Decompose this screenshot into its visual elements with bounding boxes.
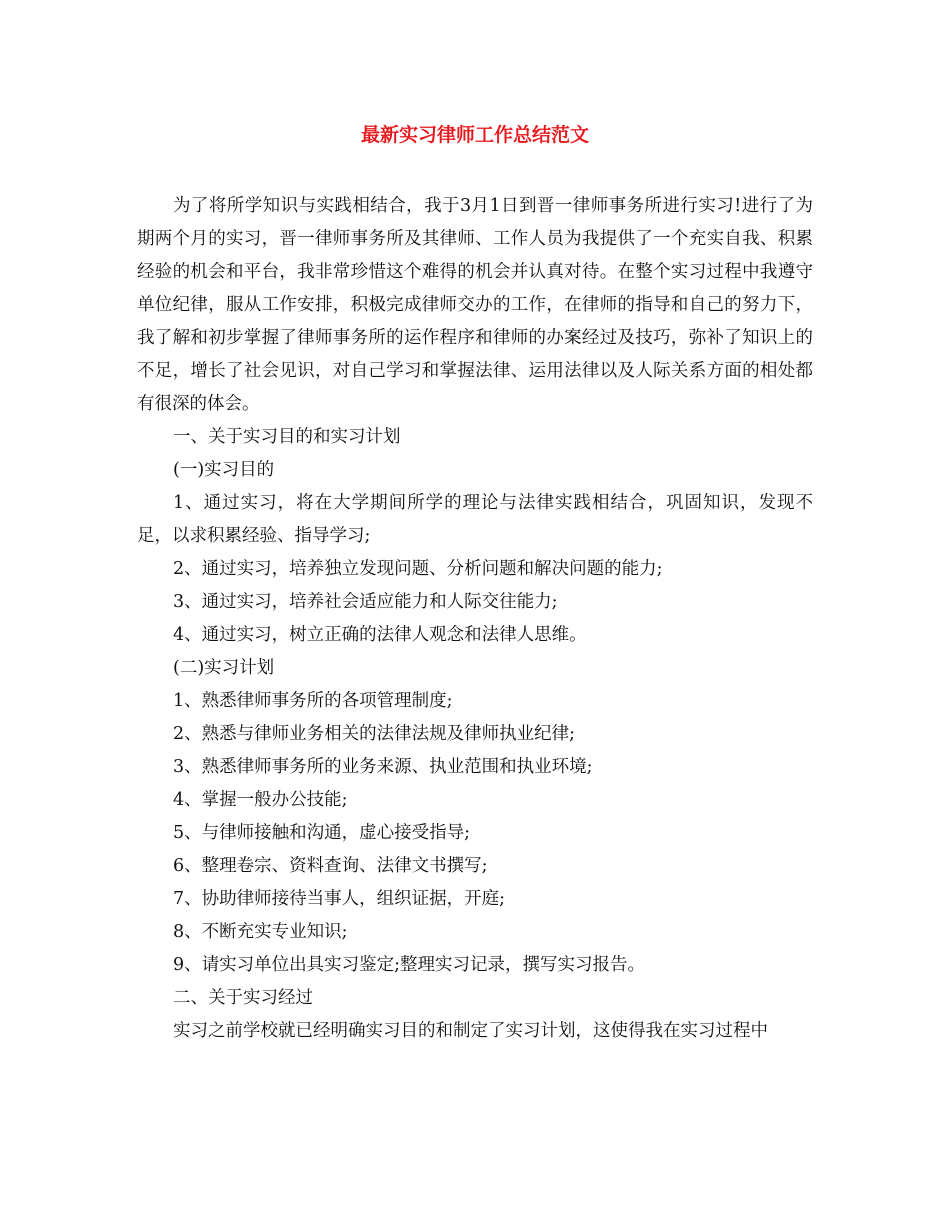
- list-item: 1、熟悉律师事务所的各项管理制度;: [173, 691, 453, 711]
- list-item: 7、协助律师接待当事人，组织证据，开庭;: [173, 889, 506, 909]
- list-item: 5、与律师接触和沟通，虚心接受指导;: [173, 823, 471, 843]
- paragraph-process: 实习之前学校就已经明确实习目的和制定了实习计划，这使得我在实习过程中: [173, 1021, 768, 1041]
- subsection-heading-plan: (二)实习计划: [173, 658, 275, 678]
- list-item: 9、请实习单位出具实习鉴定;整理实习记录，撰写实习报告。: [173, 955, 646, 975]
- list-item: 1、通过实习，将在大学期间所学的理论与法律实践相结合，巩固知识，发现不足，以求积累经验、指导学习;: [137, 493, 813, 546]
- document-body: [137, 190, 813, 1048]
- list-item: 2、熟悉与律师业务相关的法律法规及律师执业纪律;: [173, 724, 576, 744]
- list-item: 4、通过实习，树立正确的法律人观念和法律人思维。: [173, 625, 587, 645]
- paragraph-intro: 为了将所学知识与实践相结合，我于3月1日到晋一律师事务所进行实习!进行了为期两个月的实习，晋一律师事务所及其律师、工作人员为我提供了一个充实自我、积累经验的机会和平台，我非常珍惜这个难得的机会并认真对待。在整个实习过程中我遵守单位纪律，服从工作安排，积极完成律师交办的工作，在律师的指导和自己的努力下，我了解和初步掌握了律师事务所的运作程序和律师的办案经过及技巧，弥补了知识上的不足，增长了社会见识，对自己学习和掌握法律、运用法律以及人际关系方面的相处都有很深的体会。: [137, 196, 813, 414]
- section-heading-1: 一、关于实习目的和实习计划: [173, 427, 401, 447]
- subsection-heading-goals: (一)实习目的: [173, 460, 275, 480]
- list-item: 8、不断充实专业知识;: [173, 922, 348, 942]
- document-title: 最新实习律师工作总结范文: [360, 124, 589, 146]
- list-item: 6、整理卷宗、资料查询、法律文书撰写;: [173, 856, 488, 876]
- list-item: 3、通过实习，培养社会适应能力和人际交往能力;: [173, 592, 558, 612]
- list-item: 3、熟悉律师事务所的业务来源、执业范围和执业环境;: [173, 757, 593, 777]
- list-item: 2、通过实习，培养独立发现问题、分析问题和解决问题的能力;: [173, 559, 663, 579]
- list-item: 4、掌握一般办公技能;: [173, 790, 348, 810]
- section-heading-2: 二、关于实习经过: [173, 988, 313, 1008]
